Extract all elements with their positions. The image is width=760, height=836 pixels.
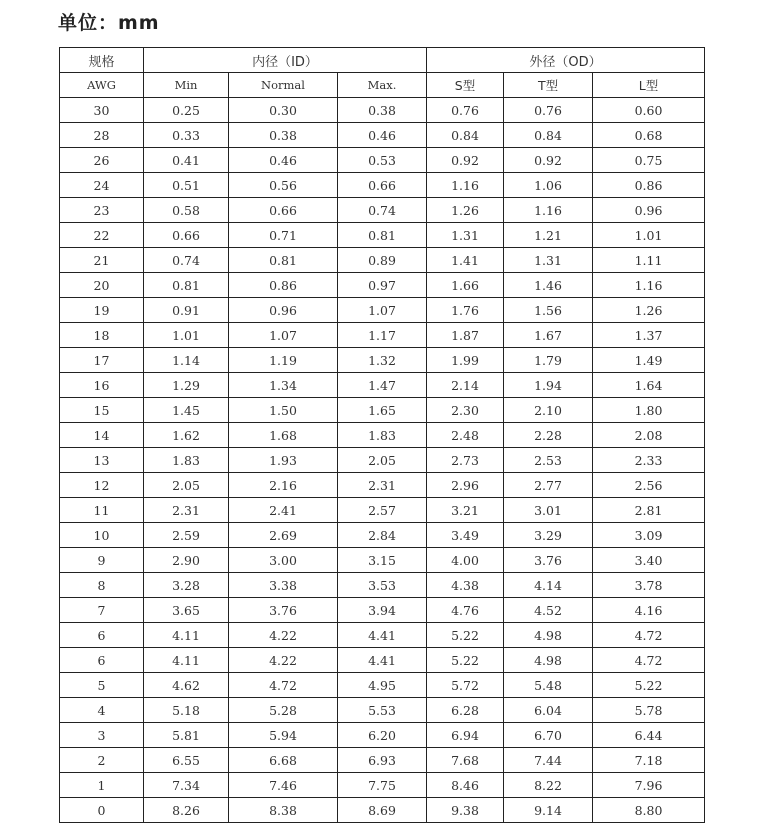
id-normal-cell: 0.71 xyxy=(229,223,338,248)
table-row xyxy=(60,223,705,248)
id-normal-cell: 7.46 xyxy=(229,773,338,798)
table-row xyxy=(60,648,705,673)
id-max-cell: 0.97 xyxy=(338,273,427,298)
table-row xyxy=(60,273,705,298)
id-normal-cell: 5.28 xyxy=(229,698,338,723)
od-t-cell: 1.56 xyxy=(504,298,593,323)
table-row xyxy=(60,423,705,448)
id-normal-cell: 0.96 xyxy=(229,298,338,323)
od-s-cell: 2.30 xyxy=(427,398,504,423)
table-row xyxy=(60,348,705,373)
id-normal-cell: 0.81 xyxy=(229,248,338,273)
awg-cell: 3 xyxy=(60,723,144,748)
od-s-cell: 5.22 xyxy=(427,648,504,673)
id-max-cell: 1.47 xyxy=(338,373,427,398)
id-normal-cell: 2.41 xyxy=(229,498,338,523)
id-max-cell: 3.94 xyxy=(338,598,427,623)
id-normal-cell: 4.22 xyxy=(229,623,338,648)
id-max-cell: 0.66 xyxy=(338,173,427,198)
table-row xyxy=(60,323,705,348)
awg-cell: 1 xyxy=(60,773,144,798)
od-l-cell: 0.86 xyxy=(593,173,705,198)
id-min-cell: 7.34 xyxy=(144,773,229,798)
header-s-type: S型 xyxy=(427,73,504,98)
header-t-type: T型 xyxy=(504,73,593,98)
od-l-cell: 0.96 xyxy=(593,198,705,223)
table-row xyxy=(60,473,705,498)
id-max-cell: 0.38 xyxy=(338,98,427,123)
id-min-cell: 1.45 xyxy=(144,398,229,423)
id-min-cell: 4.11 xyxy=(144,623,229,648)
id-max-cell: 0.53 xyxy=(338,148,427,173)
od-t-cell: 2.77 xyxy=(504,473,593,498)
id-min-cell: 4.11 xyxy=(144,648,229,673)
id-min-cell: 0.33 xyxy=(144,123,229,148)
unit-label: 单位：mm xyxy=(58,12,160,34)
od-s-cell: 4.00 xyxy=(427,548,504,573)
id-min-cell: 1.83 xyxy=(144,448,229,473)
id-normal-cell: 1.50 xyxy=(229,398,338,423)
od-l-cell: 3.78 xyxy=(593,573,705,598)
id-normal-cell: 1.34 xyxy=(229,373,338,398)
id-normal-cell: 0.56 xyxy=(229,173,338,198)
table-row xyxy=(60,523,705,548)
awg-cell: 22 xyxy=(60,223,144,248)
id-min-cell: 1.62 xyxy=(144,423,229,448)
od-s-cell: 5.72 xyxy=(427,673,504,698)
od-t-cell: 0.76 xyxy=(504,98,593,123)
id-min-cell: 1.01 xyxy=(144,323,229,348)
id-max-cell: 4.95 xyxy=(338,673,427,698)
id-normal-cell: 1.93 xyxy=(229,448,338,473)
od-t-cell: 3.29 xyxy=(504,523,593,548)
id-max-cell: 0.46 xyxy=(338,123,427,148)
id-normal-cell: 4.22 xyxy=(229,648,338,673)
awg-cell: 30 xyxy=(60,98,144,123)
id-max-cell: 1.32 xyxy=(338,348,427,373)
awg-cell: 6 xyxy=(60,623,144,648)
od-s-cell: 6.28 xyxy=(427,698,504,723)
id-max-cell: 1.17 xyxy=(338,323,427,348)
id-min-cell: 2.31 xyxy=(144,498,229,523)
awg-cell: 5 xyxy=(60,673,144,698)
od-l-cell: 6.44 xyxy=(593,723,705,748)
od-l-cell: 3.40 xyxy=(593,548,705,573)
od-s-cell: 1.76 xyxy=(427,298,504,323)
od-s-cell: 1.31 xyxy=(427,223,504,248)
od-t-cell: 1.67 xyxy=(504,323,593,348)
table-body xyxy=(60,98,705,823)
id-min-cell: 2.59 xyxy=(144,523,229,548)
awg-cell: 4 xyxy=(60,698,144,723)
header-spec: 规格 xyxy=(60,48,144,73)
id-normal-cell: 1.19 xyxy=(229,348,338,373)
id-max-cell: 4.41 xyxy=(338,648,427,673)
id-max-cell: 5.53 xyxy=(338,698,427,723)
id-max-cell: 4.41 xyxy=(338,623,427,648)
awg-cell: 17 xyxy=(60,348,144,373)
awg-cell: 19 xyxy=(60,298,144,323)
od-l-cell: 2.08 xyxy=(593,423,705,448)
id-min-cell: 8.26 xyxy=(144,798,229,823)
id-min-cell: 1.14 xyxy=(144,348,229,373)
id-max-cell: 0.74 xyxy=(338,198,427,223)
table-row xyxy=(60,798,705,823)
table-row xyxy=(60,498,705,523)
od-s-cell: 0.84 xyxy=(427,123,504,148)
awg-cell: 2 xyxy=(60,748,144,773)
id-normal-cell: 0.66 xyxy=(229,198,338,223)
od-t-cell: 6.70 xyxy=(504,723,593,748)
id-normal-cell: 2.16 xyxy=(229,473,338,498)
id-min-cell: 0.91 xyxy=(144,298,229,323)
id-min-cell: 0.58 xyxy=(144,198,229,223)
id-min-cell: 2.90 xyxy=(144,548,229,573)
table-row xyxy=(60,698,705,723)
table-row xyxy=(60,623,705,648)
od-t-cell: 4.98 xyxy=(504,623,593,648)
od-l-cell: 2.81 xyxy=(593,498,705,523)
od-l-cell: 8.80 xyxy=(593,798,705,823)
awg-cell: 11 xyxy=(60,498,144,523)
od-l-cell: 7.96 xyxy=(593,773,705,798)
header-sub-row xyxy=(60,73,705,98)
od-s-cell: 1.66 xyxy=(427,273,504,298)
id-normal-cell: 5.94 xyxy=(229,723,338,748)
id-normal-cell: 6.68 xyxy=(229,748,338,773)
od-l-cell: 5.22 xyxy=(593,673,705,698)
od-l-cell: 4.72 xyxy=(593,623,705,648)
id-min-cell: 3.28 xyxy=(144,573,229,598)
table-row xyxy=(60,673,705,698)
od-t-cell: 3.01 xyxy=(504,498,593,523)
id-normal-cell: 3.38 xyxy=(229,573,338,598)
od-l-cell: 3.09 xyxy=(593,523,705,548)
od-t-cell: 1.31 xyxy=(504,248,593,273)
id-normal-cell: 0.38 xyxy=(229,123,338,148)
table-row xyxy=(60,723,705,748)
awg-cell: 21 xyxy=(60,248,144,273)
awg-cell: 10 xyxy=(60,523,144,548)
table-row xyxy=(60,173,705,198)
od-s-cell: 2.96 xyxy=(427,473,504,498)
od-l-cell: 1.01 xyxy=(593,223,705,248)
od-s-cell: 3.21 xyxy=(427,498,504,523)
od-t-cell: 2.10 xyxy=(504,398,593,423)
id-max-cell: 3.15 xyxy=(338,548,427,573)
table-row xyxy=(60,298,705,323)
od-t-cell: 7.44 xyxy=(504,748,593,773)
od-t-cell: 1.16 xyxy=(504,198,593,223)
table-row xyxy=(60,98,705,123)
id-normal-cell: 1.68 xyxy=(229,423,338,448)
od-t-cell: 3.76 xyxy=(504,548,593,573)
id-max-cell: 8.69 xyxy=(338,798,427,823)
awg-cell: 18 xyxy=(60,323,144,348)
id-max-cell: 7.75 xyxy=(338,773,427,798)
od-s-cell: 1.87 xyxy=(427,323,504,348)
table-row xyxy=(60,773,705,798)
awg-cell: 26 xyxy=(60,148,144,173)
od-t-cell: 1.46 xyxy=(504,273,593,298)
od-l-cell: 1.16 xyxy=(593,273,705,298)
header-inner-diameter: 内径（ID） xyxy=(144,48,427,73)
id-normal-cell: 1.07 xyxy=(229,323,338,348)
awg-cell: 23 xyxy=(60,198,144,223)
table-row xyxy=(60,748,705,773)
id-max-cell: 2.57 xyxy=(338,498,427,523)
table-row xyxy=(60,598,705,623)
awg-cell: 6 xyxy=(60,648,144,673)
od-s-cell: 0.92 xyxy=(427,148,504,173)
id-normal-cell: 0.30 xyxy=(229,98,338,123)
id-min-cell: 4.62 xyxy=(144,673,229,698)
od-t-cell: 1.79 xyxy=(504,348,593,373)
od-t-cell: 8.22 xyxy=(504,773,593,798)
table-row xyxy=(60,248,705,273)
od-s-cell: 8.46 xyxy=(427,773,504,798)
id-max-cell: 2.05 xyxy=(338,448,427,473)
od-l-cell: 0.75 xyxy=(593,148,705,173)
od-l-cell: 4.72 xyxy=(593,648,705,673)
awg-cell: 15 xyxy=(60,398,144,423)
table-row xyxy=(60,548,705,573)
table-row xyxy=(60,398,705,423)
table-row xyxy=(60,198,705,223)
od-s-cell: 5.22 xyxy=(427,623,504,648)
header-max: Max. xyxy=(338,73,427,98)
od-l-cell: 1.49 xyxy=(593,348,705,373)
awg-cell: 13 xyxy=(60,448,144,473)
awg-spec-table xyxy=(59,47,705,823)
table-row xyxy=(60,573,705,598)
od-t-cell: 0.84 xyxy=(504,123,593,148)
id-max-cell: 1.65 xyxy=(338,398,427,423)
od-t-cell: 1.06 xyxy=(504,173,593,198)
awg-cell: 9 xyxy=(60,548,144,573)
od-t-cell: 4.52 xyxy=(504,598,593,623)
od-t-cell: 4.14 xyxy=(504,573,593,598)
od-t-cell: 1.94 xyxy=(504,373,593,398)
id-max-cell: 1.83 xyxy=(338,423,427,448)
od-s-cell: 2.14 xyxy=(427,373,504,398)
awg-cell: 16 xyxy=(60,373,144,398)
header-group-row xyxy=(60,48,705,73)
id-min-cell: 0.41 xyxy=(144,148,229,173)
od-l-cell: 5.78 xyxy=(593,698,705,723)
od-s-cell: 0.76 xyxy=(427,98,504,123)
awg-cell: 14 xyxy=(60,423,144,448)
od-s-cell: 4.38 xyxy=(427,573,504,598)
awg-cell: 24 xyxy=(60,173,144,198)
od-t-cell: 5.48 xyxy=(504,673,593,698)
header-min: Min xyxy=(144,73,229,98)
awg-cell: 20 xyxy=(60,273,144,298)
id-min-cell: 0.25 xyxy=(144,98,229,123)
id-min-cell: 0.74 xyxy=(144,248,229,273)
id-max-cell: 0.81 xyxy=(338,223,427,248)
table-row xyxy=(60,148,705,173)
od-s-cell: 4.76 xyxy=(427,598,504,623)
id-max-cell: 2.84 xyxy=(338,523,427,548)
header-normal: Normal xyxy=(229,73,338,98)
od-l-cell: 1.80 xyxy=(593,398,705,423)
id-normal-cell: 2.69 xyxy=(229,523,338,548)
id-min-cell: 2.05 xyxy=(144,473,229,498)
od-l-cell: 1.26 xyxy=(593,298,705,323)
id-min-cell: 5.18 xyxy=(144,698,229,723)
awg-cell: 12 xyxy=(60,473,144,498)
od-t-cell: 4.98 xyxy=(504,648,593,673)
id-min-cell: 1.29 xyxy=(144,373,229,398)
od-s-cell: 6.94 xyxy=(427,723,504,748)
header-l-type: L型 xyxy=(593,73,705,98)
od-l-cell: 0.68 xyxy=(593,123,705,148)
od-s-cell: 9.38 xyxy=(427,798,504,823)
id-max-cell: 6.93 xyxy=(338,748,427,773)
header-outer-diameter: 外径（OD） xyxy=(427,48,705,73)
id-max-cell: 6.20 xyxy=(338,723,427,748)
id-min-cell: 0.66 xyxy=(144,223,229,248)
od-l-cell: 2.56 xyxy=(593,473,705,498)
id-min-cell: 5.81 xyxy=(144,723,229,748)
awg-cell: 7 xyxy=(60,598,144,623)
od-s-cell: 1.99 xyxy=(427,348,504,373)
od-l-cell: 0.60 xyxy=(593,98,705,123)
id-normal-cell: 4.72 xyxy=(229,673,338,698)
od-l-cell: 1.37 xyxy=(593,323,705,348)
od-t-cell: 6.04 xyxy=(504,698,593,723)
awg-cell: 28 xyxy=(60,123,144,148)
od-s-cell: 2.73 xyxy=(427,448,504,473)
id-max-cell: 0.89 xyxy=(338,248,427,273)
od-l-cell: 7.18 xyxy=(593,748,705,773)
od-t-cell: 2.53 xyxy=(504,448,593,473)
od-l-cell: 2.33 xyxy=(593,448,705,473)
id-max-cell: 1.07 xyxy=(338,298,427,323)
table-row xyxy=(60,373,705,398)
id-normal-cell: 0.86 xyxy=(229,273,338,298)
id-min-cell: 0.81 xyxy=(144,273,229,298)
od-s-cell: 1.41 xyxy=(427,248,504,273)
id-normal-cell: 3.76 xyxy=(229,598,338,623)
od-s-cell: 1.26 xyxy=(427,198,504,223)
id-max-cell: 3.53 xyxy=(338,573,427,598)
id-min-cell: 0.51 xyxy=(144,173,229,198)
od-t-cell: 2.28 xyxy=(504,423,593,448)
od-s-cell: 2.48 xyxy=(427,423,504,448)
od-t-cell: 1.21 xyxy=(504,223,593,248)
awg-cell: 0 xyxy=(60,798,144,823)
id-normal-cell: 8.38 xyxy=(229,798,338,823)
id-max-cell: 2.31 xyxy=(338,473,427,498)
od-l-cell: 4.16 xyxy=(593,598,705,623)
id-normal-cell: 3.00 xyxy=(229,548,338,573)
awg-cell: 8 xyxy=(60,573,144,598)
od-l-cell: 1.64 xyxy=(593,373,705,398)
od-s-cell: 7.68 xyxy=(427,748,504,773)
od-l-cell: 1.11 xyxy=(593,248,705,273)
od-s-cell: 1.16 xyxy=(427,173,504,198)
id-min-cell: 6.55 xyxy=(144,748,229,773)
od-s-cell: 3.49 xyxy=(427,523,504,548)
id-normal-cell: 0.46 xyxy=(229,148,338,173)
id-min-cell: 3.65 xyxy=(144,598,229,623)
od-t-cell: 9.14 xyxy=(504,798,593,823)
table-row xyxy=(60,448,705,473)
od-t-cell: 0.92 xyxy=(504,148,593,173)
table-row xyxy=(60,123,705,148)
header-awg: AWG xyxy=(60,73,144,98)
